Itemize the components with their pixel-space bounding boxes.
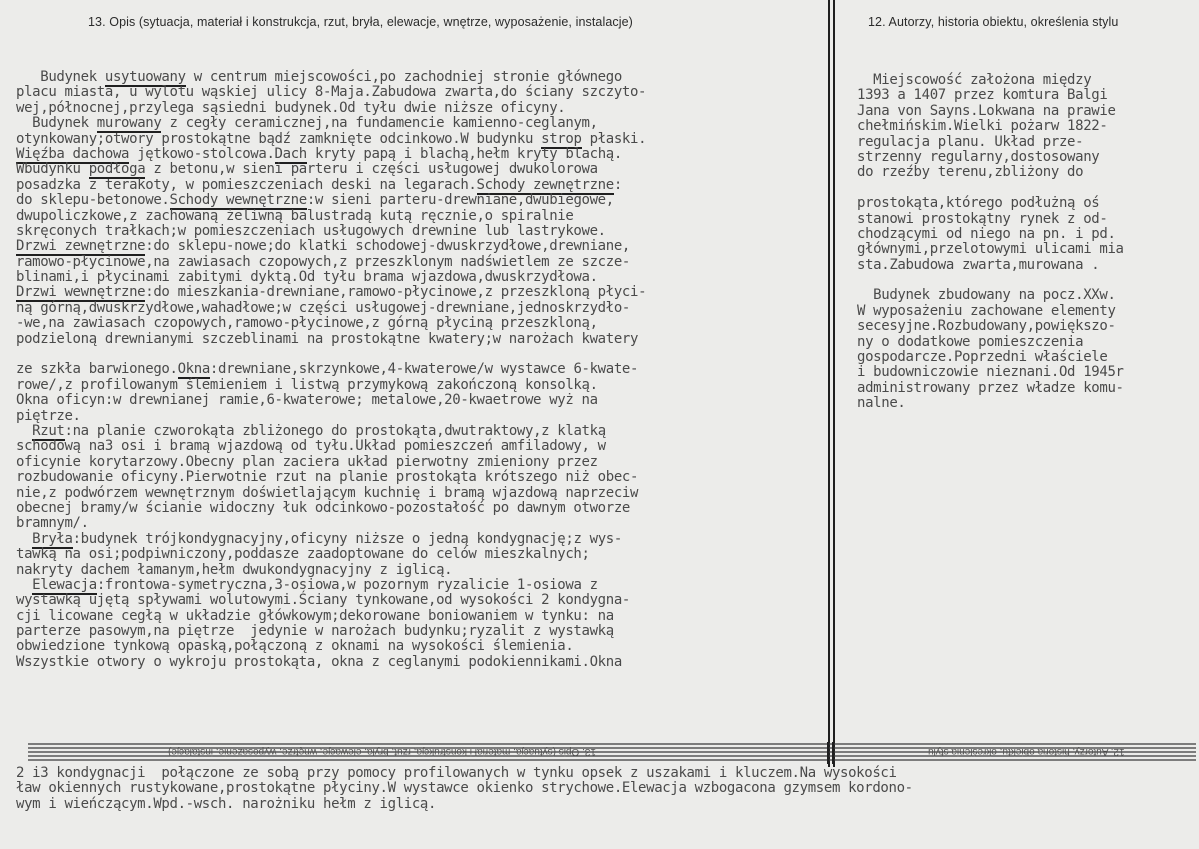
history-line: Jana von Sayns.Lokwana na prawie bbox=[857, 102, 1116, 119]
history-line: chełmińskim.Wielki pożarw 1822- bbox=[857, 118, 1108, 135]
description-line: Więźba dachowa jętkowo-stolcowa.Dach kryty papą i blachą,hełm kryty blachą. bbox=[16, 145, 622, 162]
history-line: nalne. bbox=[857, 395, 906, 412]
description-line: obecnej bramy/w ścianie widoczny łuk odcinkowo-pozostałość po dawnym otworze bbox=[16, 499, 630, 516]
description-line: otynkowany;otwory prostokątne bądź zamknięte odcinkowo.W budynku strop płaski. bbox=[16, 130, 647, 147]
description-line: oficynie korytarzowy.Obecny plan zaciera układ pierwotny zmieniony przez bbox=[16, 453, 598, 470]
description-line: ze szkła barwionego.Okna:drewniane,skrzynkowe,4-kwaterowe/w wystawce 6-kwate- bbox=[16, 361, 639, 378]
description-line: piętrze. bbox=[16, 407, 81, 424]
history-line: 1393 a 1407 przez komtura Balgi bbox=[857, 87, 1108, 104]
history-line: ny o dodatkowe pomieszczenia bbox=[857, 333, 1084, 350]
description-line: Budynek murowany z cegły ceramicznej,na fundamencie kamienno-ceglanym, bbox=[16, 115, 598, 132]
history-line: Miejscowość założona między bbox=[857, 72, 1092, 88]
description-line: do sklepu-betonowe.Schody wewnętrzne:w sieni parteru-drewniane,dwubiegowe, bbox=[16, 192, 614, 209]
description-text bbox=[16, 70, 826, 670]
description-line: Drzwi zewnętrzne:do sklepu-nowe;do klatki schodowej-dwuskrzydłowe,drewniane, bbox=[16, 238, 630, 255]
history-line: gospodarcze.Poprzedni właściele bbox=[857, 349, 1108, 366]
description-line: blinami,i płycinami zabitymi dyktą.Od tyłu brama wjazdowa,dwuskrzydłowa. bbox=[16, 269, 598, 286]
description-line: Wszystkie otwory o wykroju prostokąta, okna z ceglanymi podokiennikami.Okna bbox=[16, 653, 622, 670]
description-line: nie,z podwórzem wewnętrznym doświetlającym kuchnię i bramą wjazdową naprzeciw bbox=[16, 484, 639, 501]
history-line bbox=[857, 273, 1197, 288]
history-line: do rzeźby terenu,zbliżony do bbox=[857, 164, 1084, 181]
history-line: strzenny regularny,dostosowany bbox=[857, 148, 1100, 165]
description-line: obwiedzione tynkową opaską,połączoną z oknami na wysokości ślemienia. bbox=[16, 638, 574, 655]
description-line: rowe/,z profilowanym ślemieniem i listwą przymykową zakończoną konsolką. bbox=[16, 376, 598, 393]
description-line: placu miasta, u wylotu wąskiej ulicy 8-Maja.Zabudowa zwarta,do ściany szczyto- bbox=[16, 84, 647, 101]
description-line: dwupoliczkowe,z zachowaną żeliwną balustradą kutą ręcznie,o spiralnie bbox=[16, 207, 574, 224]
description-line: Rzut:na planie czworokąta zbliżonego do prostokąta,dwutraktowy,z klatką bbox=[32, 422, 606, 439]
mirrored-header-band bbox=[28, 742, 1196, 764]
section-12-header: 12. Autorzy, historia obiektu, określenia stylu bbox=[868, 15, 1119, 29]
description-line: rozbudowanie oficyny.Pierwotnie rzut na planie prostokąta krótszego niż obec- bbox=[16, 469, 639, 486]
continuation-line: 2 i3 kondygnacji połączone ze sobą przy pomocy profilowanych w tynku opsek z uszakami i kluczem.Na wysokości bbox=[16, 765, 897, 781]
description-line: Drzwi wewnętrzne:do mieszkania-drewniane,ramowo-płycinowe,z przeszkloną płyci- bbox=[16, 284, 647, 301]
description-line: nakryty dachem łamanym,hełm dwukondygnacyjny z iglicą. bbox=[16, 561, 453, 578]
history-line: i budowniczowie nieznani.Od 1945r bbox=[857, 364, 1124, 381]
description-line: skręconych trałkach;w pomieszczeniach usługowych drewnine lub lastrykowe. bbox=[16, 222, 606, 239]
history-line: Budynek zbudowany na pocz.XXw. bbox=[857, 287, 1116, 304]
continuation-line: ław okiennych rustykowane,prostokątne płyciny.W wystawce okienko strychowe.Elewacja wzbogacona gzymsem kordono- bbox=[16, 780, 913, 797]
mirrored-section-13-header: 13. Opis (sytuacja, materiał i konstrukcja, rzut, bryła, elewacje, wnętrze, wyposażenie, instalacje) bbox=[168, 746, 596, 757]
history-line bbox=[857, 181, 1197, 196]
history-line: stanowi prostokątny rynek z od- bbox=[857, 210, 1108, 227]
description-line: Bryła:budynek trójkondygnacyjny,oficyny niższe o jedną kondygnację;z wys- bbox=[32, 530, 622, 547]
history-line: sta.Zabudowa zwarta,murowana . bbox=[857, 256, 1100, 273]
history-line: chodzącymi od niego na pn. i pd. bbox=[857, 225, 1116, 242]
description-line: tawką na osi;podpiwniczony,poddasze zaadoptowane do celów mieszkalnych; bbox=[16, 546, 590, 563]
description-line: bramnym/. bbox=[16, 515, 89, 532]
description-line: posadzka z terakoty, w pomieszczeniach deski na legarach.Schody zewnętrzne: bbox=[16, 176, 622, 193]
mirrored-section-12-header: 12. Autorzy, historia obiektu, określenia stylu bbox=[928, 746, 1125, 757]
description-line: Okna oficyn:w drewnianej ramie,6-kwaterowe; metalowe,20-kwaetrowe wyż na bbox=[16, 392, 598, 409]
history-line: regulacja planu. Układ prze- bbox=[857, 133, 1084, 150]
description-line: Elewacja:frontowa-symetryczna,3-osiowa,w pozornym ryzalicie 1-osiowa z bbox=[32, 576, 598, 593]
history-line: secesyjne.Rozbudowany,powiększo- bbox=[857, 318, 1116, 335]
description-line: parterze pasowym,na piętrze jedynie w narożach budynku;ryzalit z wystawką bbox=[16, 623, 614, 640]
description-line: podzieloną drewnianymi szczeblinami na prostokątne kwatery;w narożach kwatery bbox=[16, 330, 639, 347]
history-line: administrowany przez władze komu- bbox=[857, 379, 1124, 396]
description-line: schodową na3 osi i bramą wjazdową od tyłu.Układ pomieszczeń amfiladowy, w bbox=[16, 438, 606, 455]
history-line: W wyposażeniu zachowane elementy bbox=[857, 302, 1116, 319]
continuation-text bbox=[16, 766, 1196, 812]
description-line: ramowo-płycinowe,na zawiasach czopowych,z przeszklonym nadświetlem ze szcze- bbox=[16, 253, 630, 270]
column-divider-left bbox=[828, 0, 830, 767]
description-line bbox=[16, 347, 826, 362]
description-line: Budynek usytuowany w centrum miejscowości,po zachodniej stronie głównego bbox=[16, 69, 622, 85]
description-line: ną górną,dwuskrzydłowe,wahadłowe;w części usługowej-drewniane,jednoskrzydło- bbox=[16, 299, 630, 316]
description-line: -we,na zawiasach czopowych,ramowo-płycinowe,z górną płyciną przeszkloną, bbox=[16, 315, 598, 332]
description-line: wej,północnej,przylega sąsiedni budynek.Od tyłu dwie niższe oficyny. bbox=[16, 99, 566, 116]
history-line: głównymi,przelotowymi ulicami mia bbox=[857, 241, 1124, 258]
column-divider-right bbox=[833, 0, 835, 767]
history-text bbox=[857, 73, 1197, 412]
continuation-line: wym i wieńczącym.Wpd.-wsch. narożniku hełm z iglicą. bbox=[16, 795, 437, 812]
description-line: Wbudynku podłoga z betonu,w sieni parteru i części usługowej dwukolorowa bbox=[16, 161, 598, 178]
history-line: prostokąta,którego podłużną oś bbox=[857, 195, 1100, 212]
description-line: wystawką ujętą spływami wolutowymi.Ściany tynkowane,od wysokości 2 kondygna- bbox=[16, 592, 630, 609]
description-line: cji licowane cegłą w układzie główkowym;dekorowane boniowaniem w tynku: na bbox=[16, 607, 614, 624]
section-13-header: 13. Opis (sytuacja, materiał i konstrukcja, rzut, bryła, elewacje, wnętrze, wyposażenie, instalacje) bbox=[88, 15, 633, 29]
